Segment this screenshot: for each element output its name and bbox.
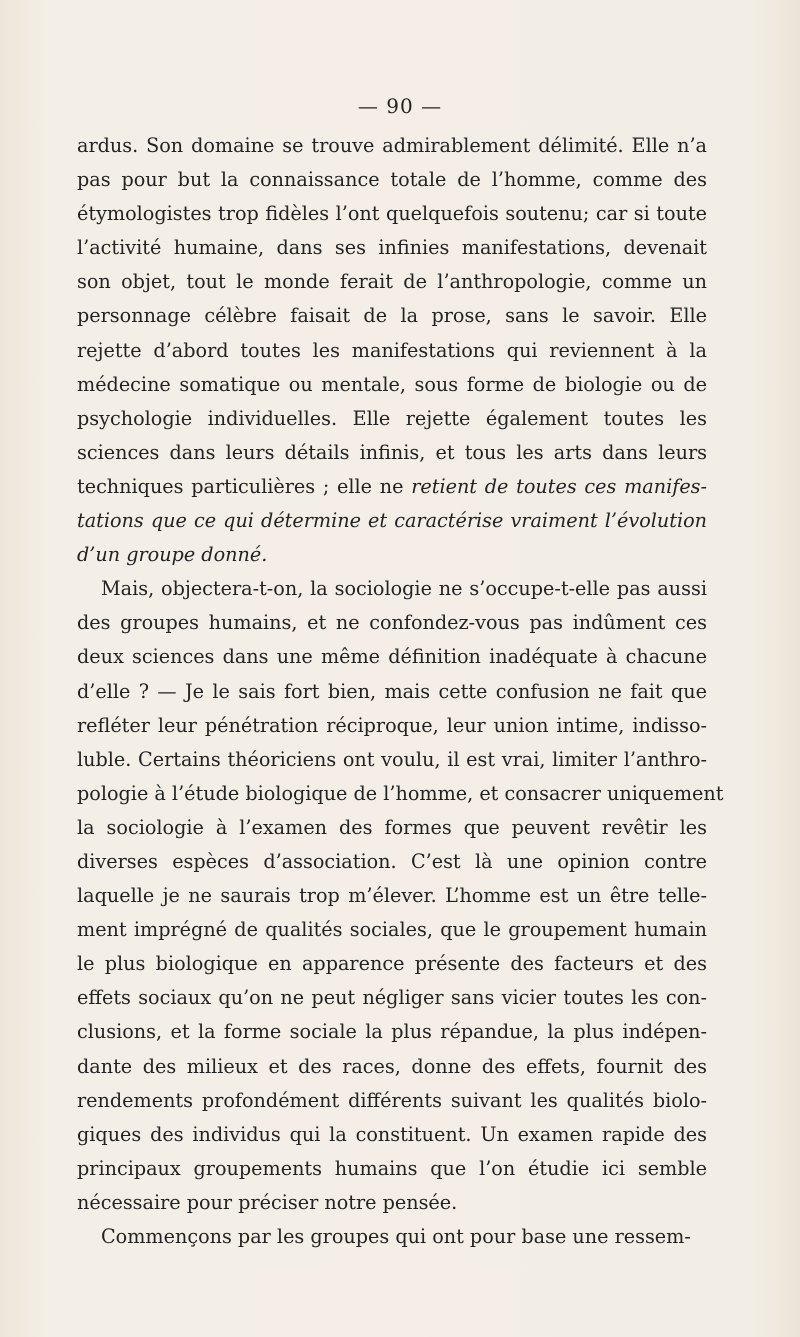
text-line: rejette d’abord toutes les manifestations qui reviennent à la — [77, 338, 707, 362]
body-text — [77, 129, 724, 1254]
text-line: dante des milieux et des races, donne des effets, fournit des — [77, 1054, 707, 1078]
text-line: la sociologie à l’examen des formes que peuvent revêtir les — [77, 815, 707, 839]
text-line: son objet, tout le monde ferait de l’anthropologie, comme un — [77, 270, 707, 294]
text-line: le plus biologique en apparence présente des facteurs et des — [77, 952, 707, 976]
text-line: luble. Certains théoriciens ont voulu, il est vrai, limiter l’anthro- — [77, 747, 707, 771]
text-line: rendements profondément différents suivant les qualités biolo- — [77, 1088, 707, 1112]
text-line — [77, 470, 707, 504]
italic-text-run: retient de toutes ces manifes- — [411, 474, 708, 498]
text-line: principaux groupements humains que l’on étudie ici semble — [77, 1156, 707, 1180]
text-line: deux sciences dans une même définition inadéquate à chacune — [77, 645, 707, 669]
paragraph-start-line: Commençons par les groupes qui ont pour base une ressem- — [101, 1225, 691, 1248]
text-line: ment imprégné de qualités sociales, que le groupement humain — [77, 918, 707, 942]
italic-text-line: d’un groupe donné. — [77, 543, 268, 567]
text-line: effets sociaux qu’on ne peut négliger sans vicier toutes les con- — [77, 986, 707, 1010]
text-line: pas pour but la connaissance totale de l’homme, comme des — [77, 168, 707, 192]
text-line: personnage célèbre faisait de la prose, sans le savoir. Elle — [77, 304, 707, 328]
text-line: médecine somatique ou mentale, sous forme de biologie ou de — [77, 372, 707, 396]
text-line: pologie à l’étude biologique de l’homme, et consacrer uniquement — [77, 781, 724, 805]
text-line: clusions, et la forme sociale la plus répandue, la plus indépen- — [77, 1020, 707, 1044]
text-line: des groupes humains, et ne confondez-vous pas indûment ces — [77, 611, 707, 635]
text-line: ardus. Son domaine se trouve admirablement délimité. Elle n’a — [77, 134, 707, 157]
text-line: d’elle ? — Je le sais fort bien, mais cette confusion ne fait que — [77, 679, 707, 703]
text-line: giques des individus qui la constituent. Un examen rapide des — [77, 1122, 707, 1146]
text-line: refléter leur pénétration réciproque, leur union intime, indisso- — [77, 713, 707, 737]
text-line: psychologie individuelles. Elle rejette également toutes les — [77, 406, 707, 430]
text-line: nécessaire pour préciser notre pensée. — [77, 1190, 458, 1214]
text-line: diverses espèces d’association. C’est là une opinion contre — [77, 849, 707, 873]
text-line: sciences dans leurs détails infinis, et tous les arts dans leurs — [77, 440, 707, 464]
page-number: — 90 — — [357, 94, 443, 118]
italic-text-line: tations que ce qui détermine et caractérise vraiment l’évolution — [77, 509, 707, 533]
text-run: techniques particulières ; elle ne — [77, 474, 412, 498]
text-line: l’activité humaine, dans ses infinies manifestations, devenait — [77, 236, 707, 260]
text-line: étymologistes trop fidèles l’ont quelquefois soutenu; car si toute — [77, 202, 707, 226]
paragraph-start-line: Mais, objectera-t-on, la sociologie ne s’occupe-t-elle pas aussi — [101, 577, 707, 601]
text-line: laquelle je ne saurais trop m’élever. L’homme est un être telle- — [77, 884, 707, 908]
